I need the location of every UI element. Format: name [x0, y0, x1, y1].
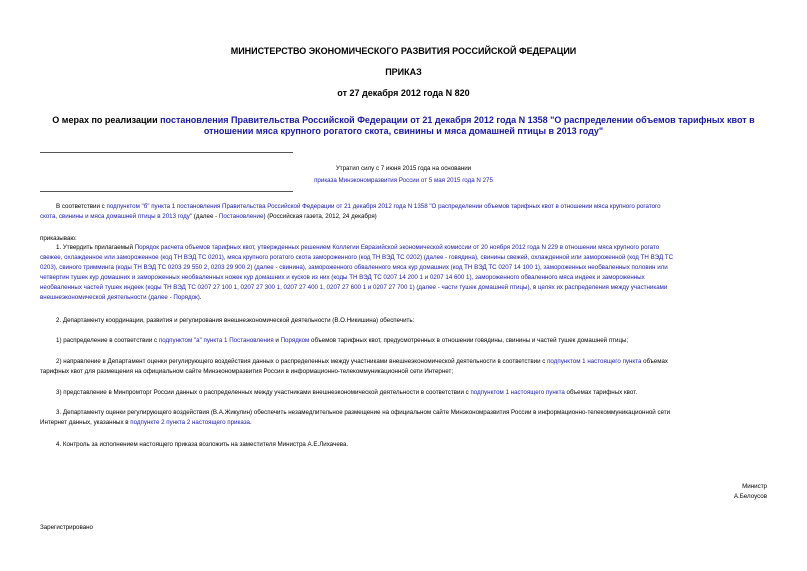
preamble-line1 — [56, 203, 767, 211]
item2-3 — [56, 389, 637, 397]
preamble-line2 — [40, 213, 377, 221]
item3-text: Интернет данных, указанных в — [40, 419, 131, 426]
item2: 2. Департаменту координации, развития и регулирования внешнеэкономической деятельности (В.О.Никишина) обеспечить: — [56, 317, 415, 324]
item2-2-line1 — [56, 358, 767, 366]
preamble-link[interactable]: подпунктом "б" пункта 1 постановления Правительства Российской Федерации от 21 декабря 2012 года N 1358 "О распределении объемов тарифных квот в отношении мяса крупного рогатого — [106, 203, 661, 210]
item3-period: . — [250, 419, 252, 426]
status-note-link[interactable]: приказа Минэкономразвития России от 5 мая 2015 года N 275 — [314, 177, 493, 184]
item2-1-link1[interactable]: подпунктом "а" пункта 1 Постановления — [158, 337, 274, 344]
item2-1 — [56, 337, 628, 345]
ministry-name: МИНИСТЕРСТВО ЭКОНОМИЧЕСКОГО РАЗВИТИЯ РОССИЙСКОЙ ФЕДЕРАЦИИ — [230, 46, 577, 56]
postanovlenie-link[interactable]: Постановление — [218, 213, 264, 220]
order-word: приказываю: — [40, 235, 77, 242]
registered-note: Зарегистрировано — [40, 524, 93, 531]
item1-line6 — [40, 294, 202, 302]
item2-3-text: 3) представление в Минпромторг России данных о распределенных между участниками внешнеэкономической деятельности в соответствии с — [56, 389, 471, 396]
item2-1-link2[interactable]: Порядком — [280, 337, 310, 344]
item2-2-text: 2) направление в Департамент оценки регулирующего воздействия данных о распределенных между участниками внешнеэкономической деятельности в соответствии с — [56, 358, 548, 365]
item1-link-end[interactable]: внешнеэкономической деятельности (далее - Порядок) — [40, 294, 200, 301]
poryadok-link[interactable]: Порядок расчета объемов тарифных квот, утвержденных решением Коллегии Евразийской экономической комиссии от 20 ноября 2012 года N 229 в отношении мяса крупного рогато — [134, 244, 660, 251]
date-number: от 27 декабря 2012 года N 820 — [337, 88, 470, 98]
item3-line2 — [40, 419, 252, 427]
preamble-text-c: ) (Российская газета, 2012, 24 декабря) — [263, 213, 377, 220]
item2-3-text-b: объемах тарифных квот. — [564, 389, 638, 396]
item3-link[interactable]: подпункте 2 пункта 2 настоящего приказа — [130, 419, 250, 426]
item3-line1: 3. Департаменту оценки регулирующего воздействия (В.А.Жикулин) обеспечить незамедлительное размещение на официальном сайте Минэкономразвития России в информационно-телекоммуникационной сети — [56, 409, 671, 416]
preamble-text-b: (далее - — [192, 213, 219, 220]
title-link-line2[interactable]: отношении мяса крупного рогатого скота, свинины и мяса домашней птицы в 2013 году" — [203, 126, 604, 136]
status-note-line1: Утратил силу с 7 июня 2015 года на основании — [335, 165, 472, 172]
item1-line4[interactable]: четвертин тушек кур домашних и замороженных необваленных ножек кур домашних и кусков из них (коды ТН ВЭД ТС 0207 14 200 1 и 0207 14 600 1), замороженного обваленного мяса индеек и замороженных — [40, 274, 645, 281]
item2-1-text-c: объемов тарифных квот, предусмотренных в отношении говядины, свинины и частей тушек домашней птицы; — [309, 337, 629, 344]
title-prefix: О мерах по реализации — [52, 115, 161, 125]
divider-top — [40, 152, 293, 153]
item2-2-link[interactable]: подпунктом 1 настоящего пункта — [547, 358, 642, 365]
doc-type: ПРИКАЗ — [385, 67, 422, 77]
document-title — [40, 115, 767, 137]
signature-name: А.Белоусов — [733, 493, 767, 500]
item1-line5[interactable]: необваленных частей тушек индеек (коды ТН ВЭД ТС 0207 27 100 1, 0207 27 300 1, 0207 27 400 1, 0207 27 600 1 и 0207 27 700 1) (далее - части тушек домашней птицы), в целях их распределения между участниками — [40, 284, 668, 291]
item2-1-text: 1) распределение в соответствии с — [56, 337, 159, 344]
preamble-link-cont[interactable]: скота, свинины и мяса домашней птицы в 2013 году" — [40, 213, 193, 220]
signature-position: Министр — [742, 483, 767, 490]
preamble-text: В соответствии с — [56, 203, 107, 210]
item2-2-line2: тарифных квот для размещения на официальном сайте Минэкономразвития России в информационно-телекоммуникационной сети Интернет; — [40, 368, 454, 375]
item1-line1 — [56, 244, 767, 252]
item2-3-link[interactable]: подпунктом 1 настоящего пункта — [470, 389, 565, 396]
item2-1-and: и — [273, 337, 281, 344]
item1-line3[interactable]: 0203), свиного тримминга (коды ТН ВЭД ТС 0203 29 550 2, 0203 29 900 2) (далее - свинина), замороженного обваленного мяса кур домашних (код ТН ВЭД ТС 0207 14 100 1), замороженных необваленных половин или — [40, 264, 668, 271]
divider-bottom — [40, 191, 293, 192]
title-link-line1[interactable]: постановления Правительства Российской Федерации от 21 декабря 2012 года N 1358 "О распределении объемов тарифных квот в — [160, 115, 755, 125]
item1-text: 1. Утвердить прилагаемый — [56, 244, 135, 251]
item4: 4. Контроль за исполнением настоящего приказа возложить на заместителя Министра А.Е.Лихачева. — [56, 441, 349, 448]
item1-line2[interactable]: свежее, охлажденное или замороженное (код ТН ВЭД ТС 0201), мяса крупного рогатого скота замороженного (код ТН ВЭД ТС 0202) (далее - говядина), свинины свежей, охлажденной или замороженной (код ТН ВЭД ТС — [40, 254, 674, 261]
item1-period: . — [199, 294, 202, 301]
item2-2-text-b: объемах — [641, 358, 669, 365]
